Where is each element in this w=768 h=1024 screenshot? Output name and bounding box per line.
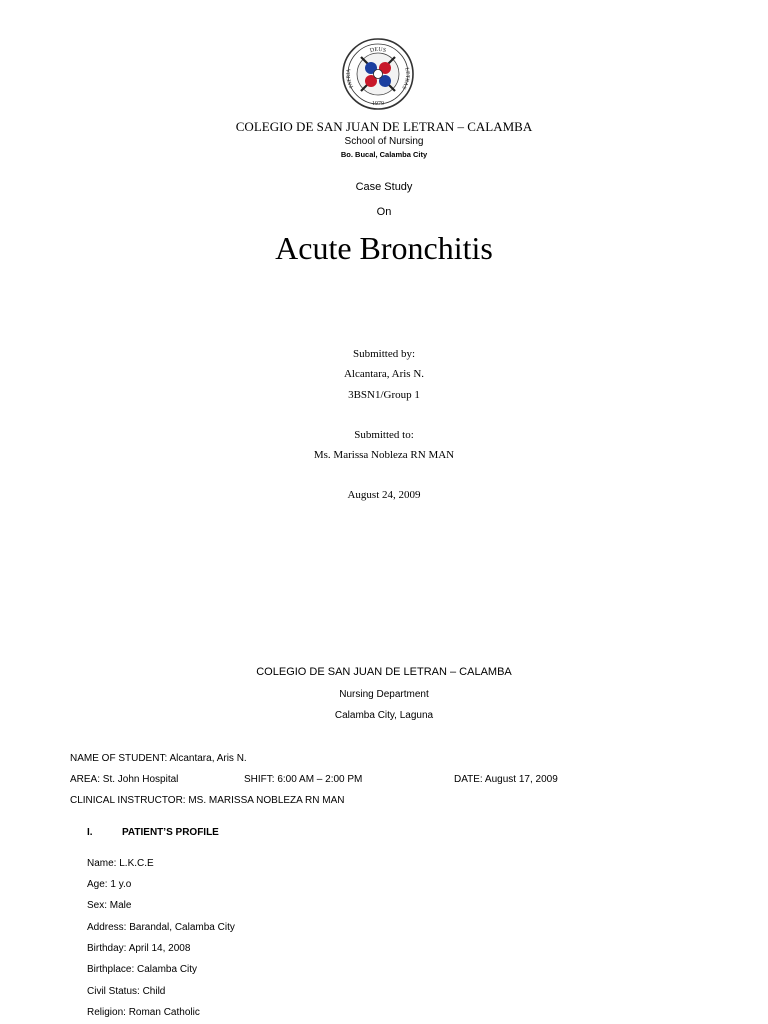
school-name: School of Nursing xyxy=(344,136,424,147)
submitted-by-label: Submitted by: xyxy=(352,348,416,360)
on-label: On xyxy=(376,206,392,218)
seal-left-text: PATRIA xyxy=(345,68,356,90)
page2-college-name: COLEGIO DE SAN JUAN DE LETRAN – CALAMBA xyxy=(256,666,512,678)
college-name: COLEGIO DE SAN JUAN DE LETRAN – CALAMBA xyxy=(235,119,533,134)
submitted-to-name: Ms. Marissa Nobleza RN MAN xyxy=(313,449,455,461)
seal-top-text: DEUS xyxy=(369,46,387,55)
page2-location: Calamba City, Laguna xyxy=(334,710,434,721)
section-number: I. xyxy=(87,827,93,838)
name-of-student: NAME OF STUDENT: Alcantara, Aris N. xyxy=(70,753,247,764)
profile-age: Age: 1 y.o xyxy=(87,879,132,890)
submission-date: August 24, 2009 xyxy=(347,489,421,501)
profile-religion: Religion: Roman Catholic xyxy=(87,1007,200,1018)
profile-birthday: Birthday: April 14, 2008 xyxy=(87,943,191,954)
profile-address: Address: Barandal, Calamba City xyxy=(87,922,235,933)
profile-sex: Sex: Male xyxy=(87,900,132,911)
school-address: Bo. Bucal, Calamba City xyxy=(340,150,428,159)
clinical-instructor: CLINICAL INSTRUCTOR: MS. MARISSA NOBLEZA RN MAN xyxy=(70,795,345,806)
college-seal xyxy=(341,37,415,111)
profile-name: Name: L.K.C.E xyxy=(87,858,154,869)
case-study-label: Case Study xyxy=(355,181,413,193)
shift: SHIFT: 6:00 AM – 2:00 PM xyxy=(244,774,363,785)
submitted-to-label: Submitted to: xyxy=(354,429,414,441)
submitted-by-section: 3BSN1/Group 1 xyxy=(348,389,420,401)
page2-department: Nursing Department xyxy=(339,689,429,700)
submitted-by-name: Alcantara, Aris N. xyxy=(343,368,425,380)
seal-year: 1979 xyxy=(372,101,384,107)
profile-civil-status: Civil Status: Child xyxy=(87,986,166,997)
profile-birthplace: Birthplace: Calamba City xyxy=(87,964,198,975)
seal-right-text: LETRAS xyxy=(400,67,411,90)
date: DATE: August 17, 2009 xyxy=(454,774,558,785)
section-title: PATIENT’S PROFILE xyxy=(122,827,219,838)
area: AREA: St. John Hospital xyxy=(70,774,179,785)
document-title: Acute Bronchitis xyxy=(275,230,493,266)
